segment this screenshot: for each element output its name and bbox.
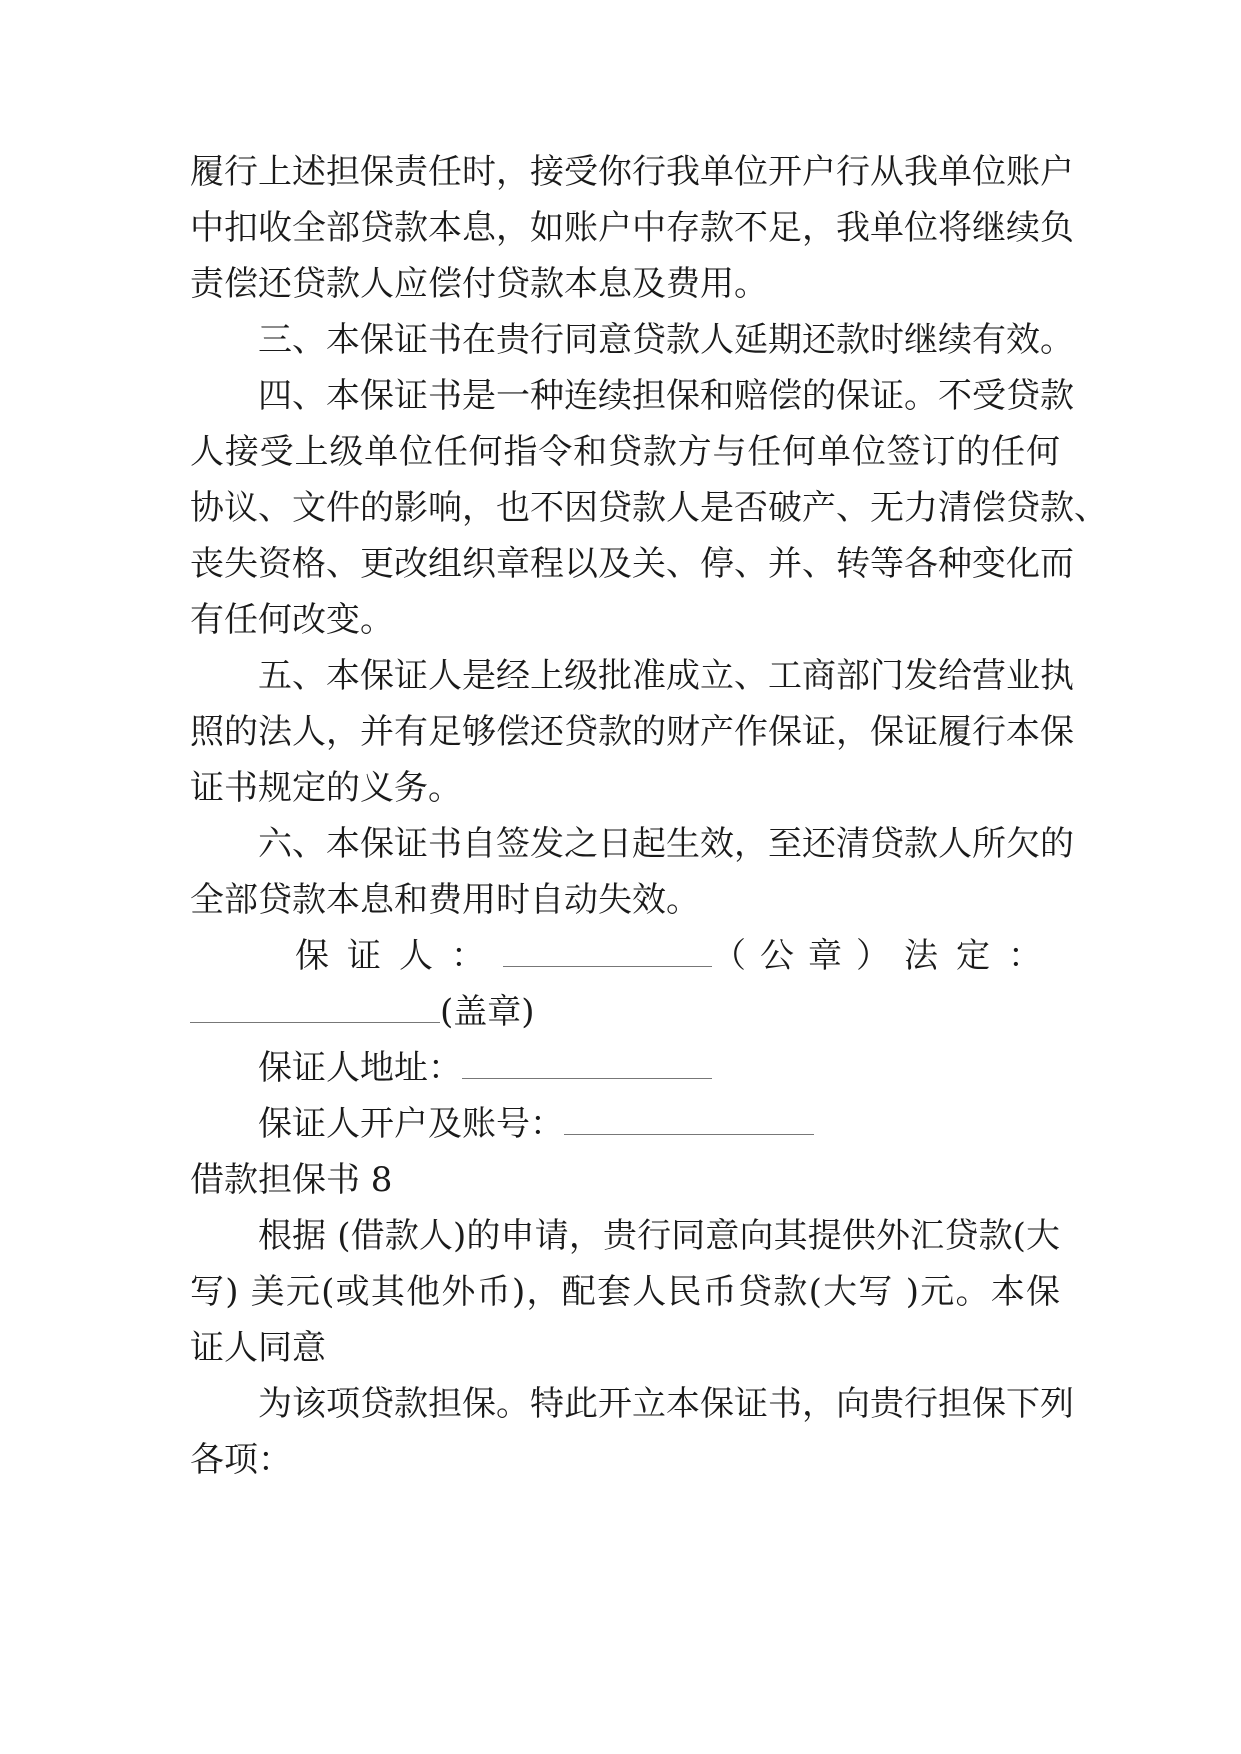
address-blank <box>462 1050 712 1079</box>
guarantor-label: 保证人： <box>295 936 503 976</box>
section-paragraph-line: 写) 美元(或其他外币)，配套人民币贷款(大写 )元。本保 <box>190 1272 1060 1312</box>
section-paragraph-line: 各项： <box>190 1440 292 1480</box>
stamp-label: (盖章) <box>440 992 535 1032</box>
clause-3: 三、本保证书在贵行同意贷款人延期还款时继续有效。 <box>258 320 1074 360</box>
section-paragraph-line: 证人同意 <box>190 1328 326 1368</box>
section-paragraph-line: 根据 (借款人)的申请，贵行同意向其提供外汇贷款(大 <box>258 1216 1060 1256</box>
clause-4: 四、本保证书是一种连续担保和赔偿的保证。不受贷款 <box>258 376 1074 416</box>
legal-representative-blank <box>190 994 440 1023</box>
account-blank <box>564 1106 814 1135</box>
guarantor-blank <box>503 938 712 967</box>
body-line: 丧失资格、更改组织章程以及关、停、并、转等各种变化而 <box>190 544 1074 584</box>
body-line: 照的法人，并有足够偿还贷款的财产作保证，保证履行本保 <box>190 712 1074 752</box>
section-title: 借款担保书 8 <box>190 1160 393 1200</box>
section-paragraph-line: 为该项贷款担保。特此开立本保证书，向贵行担保下列 <box>258 1384 1074 1424</box>
body-line: 人接受上级单位任何指令和贷款方与任何单位签订的任何 <box>190 432 1060 472</box>
body-line: 履行上述担保责任时，接受你行我单位开户行从我单位账户 <box>190 152 1074 192</box>
account-label: 保证人开户及账号： <box>258 1104 564 1144</box>
official-seal-label: （公章） <box>712 936 904 976</box>
guarantor-signature-row <box>295 936 1060 976</box>
body-line: 有任何改变。 <box>190 600 394 640</box>
legal-representative-label: 法定： <box>904 936 1060 976</box>
address-row <box>258 1048 1060 1088</box>
clause-5: 五、本保证人是经上级批准成立、工商部门发给营业执 <box>258 656 1074 696</box>
account-row <box>258 1104 1060 1144</box>
body-line: 全部贷款本息和费用时自动失效。 <box>190 880 700 920</box>
address-label: 保证人地址： <box>258 1048 462 1088</box>
clause-6: 六、本保证书自签发之日起生效，至还清贷款人所欠的 <box>258 824 1074 864</box>
stamp-row <box>190 992 1060 1032</box>
body-line: 责偿还贷款人应偿付贷款本息及费用。 <box>190 264 768 304</box>
body-line: 协议、文件的影响，也不因贷款人是否破产、无力清偿贷款、 <box>190 488 1108 528</box>
body-line: 中扣收全部贷款本息，如账户中存款不足，我单位将继续负 <box>190 208 1074 248</box>
body-line: 证书规定的义务。 <box>190 768 462 808</box>
